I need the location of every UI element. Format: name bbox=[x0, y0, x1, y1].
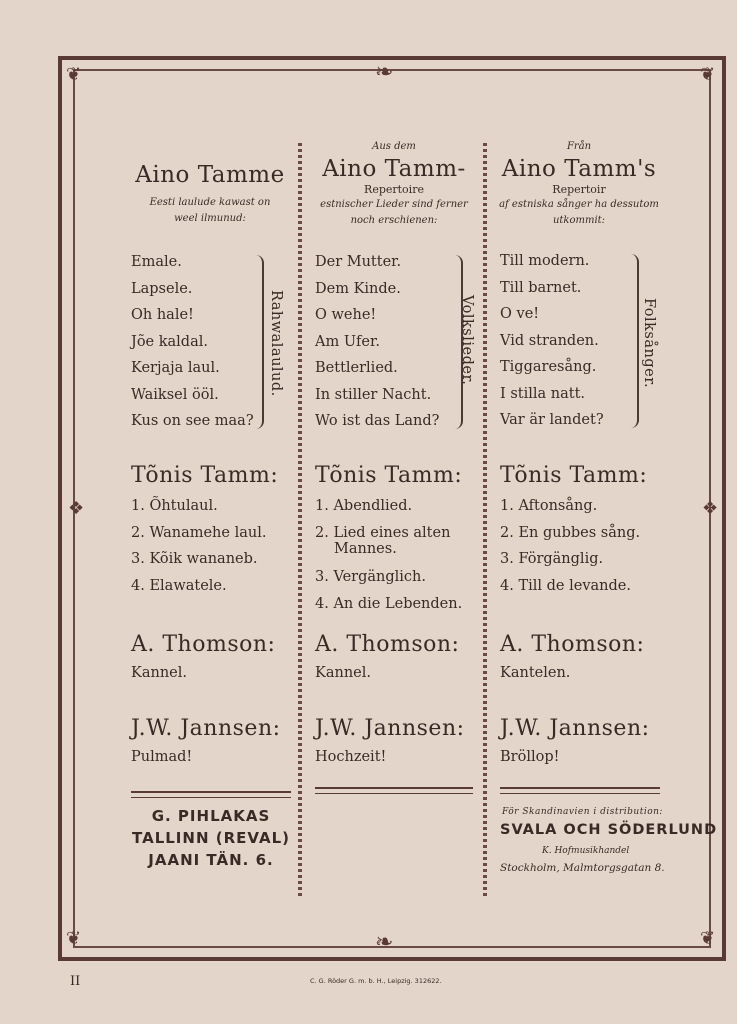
distribution-note: För Skandinavien i distribution: bbox=[502, 807, 663, 817]
heading-tonis-tamm: Tõnis Tamm: bbox=[131, 463, 279, 488]
group-label: Rahwalaulud. bbox=[268, 290, 284, 397]
song-item: Waiksel ööl. bbox=[131, 386, 219, 403]
intro-line: weel ilmunud: bbox=[174, 213, 246, 224]
pre-title bbox=[124, 140, 296, 153]
title-aino-tamms: Aino Tamm's bbox=[501, 156, 657, 182]
corner-ornament-icon: ❦ bbox=[700, 928, 716, 949]
song-item: O wehe! bbox=[315, 307, 377, 323]
song-item: Lapsele. bbox=[131, 280, 193, 297]
left-side-ornament-icon: ❖ bbox=[68, 498, 85, 519]
right-side-ornament-icon: ❖ bbox=[702, 498, 719, 519]
list-item: 4. Elawatele. bbox=[131, 577, 227, 594]
corner-ornament-icon: ❦ bbox=[66, 928, 82, 949]
song-item: Tiggaresång. bbox=[500, 359, 597, 375]
song-item: Var är landet? bbox=[500, 412, 604, 428]
column-estonian-header bbox=[124, 140, 296, 227]
corner-ornament-icon: ❦ bbox=[66, 64, 82, 85]
list-item: 2. Wanamehe laul. bbox=[131, 524, 267, 541]
song-list bbox=[315, 249, 439, 435]
heading-tonis-tamm: Tõnis Tamm: bbox=[315, 463, 463, 488]
song-item: Jõe kaldal. bbox=[131, 333, 208, 350]
song-item: Till barnet. bbox=[500, 279, 582, 296]
corner-ornament-icon: ❦ bbox=[700, 64, 716, 85]
song-item: Kerjaja laul. bbox=[131, 360, 220, 376]
brace bbox=[631, 254, 639, 428]
list-item-continuation: Mannes. bbox=[334, 541, 397, 557]
song-item: Oh hale! bbox=[131, 307, 194, 323]
repertoire-label: Repertoir bbox=[552, 183, 606, 196]
column-german-header bbox=[308, 140, 480, 229]
list-item: 2. En gubbes sång. bbox=[500, 524, 641, 541]
group-label: Folksånger. bbox=[641, 298, 657, 389]
heading-jw-jannsen: J.W. Jannsen: bbox=[500, 716, 650, 741]
list-item: 1. Õhtulaul. bbox=[131, 498, 218, 514]
repertoire-label: Repertoire bbox=[364, 183, 424, 196]
list-item: 4. An die Lebenden. bbox=[315, 595, 463, 612]
double-rule bbox=[315, 787, 473, 794]
publisher-name: G. PIHLAKAS bbox=[151, 807, 271, 825]
double-rule bbox=[500, 787, 660, 794]
tonis-list bbox=[500, 493, 640, 599]
title-aino-tamme: Aino Tamme bbox=[135, 162, 285, 188]
heading-a-thomson: A. Thomson: bbox=[500, 632, 645, 657]
intro-line: utkommit: bbox=[552, 215, 606, 226]
song-item: I stilla natt. bbox=[500, 385, 586, 402]
list-item: 1. Aftonsång. bbox=[500, 498, 598, 514]
column-separator bbox=[298, 143, 302, 898]
printer-imprint: C. G. Röder G. m. b. H., Leipzig. 312622. bbox=[310, 977, 442, 985]
group-label: Volkslieder. bbox=[459, 295, 475, 386]
song-item: Wo ist das Land? bbox=[315, 413, 440, 429]
column-swedish-header bbox=[493, 140, 665, 229]
heading-a-thomson: A. Thomson: bbox=[131, 632, 276, 657]
publisher-left bbox=[131, 805, 291, 871]
song-item: Am Ufer. bbox=[315, 333, 380, 350]
heading-a-thomson: A. Thomson: bbox=[315, 632, 460, 657]
heading-jw-jannsen: J.W. Jannsen: bbox=[315, 716, 465, 741]
page-number: II bbox=[70, 974, 81, 989]
list-item: 3. Vergänglich. bbox=[315, 569, 426, 585]
top-center-ornament-icon: ❧ bbox=[375, 60, 394, 85]
thomson-item: Kannel. bbox=[315, 665, 371, 681]
bottom-center-ornament-icon: ❧ bbox=[375, 930, 394, 955]
song-item: O ve! bbox=[500, 306, 540, 322]
list-item: 2. Lied eines alten bbox=[315, 524, 451, 541]
tonis-list bbox=[315, 493, 462, 617]
heading-tonis-tamm: Tõnis Tamm: bbox=[500, 463, 648, 488]
intro-line: noch erschienen: bbox=[350, 215, 438, 226]
double-rule bbox=[131, 791, 291, 798]
intro-line: estnischer Lieder sind ferner bbox=[320, 199, 468, 210]
jannsen-item: Bröllop! bbox=[500, 749, 560, 765]
list-item: 3. Förgänglig. bbox=[500, 551, 604, 567]
brace bbox=[256, 255, 264, 429]
distributor-address: Stockholm, Malmtorgsgatan 8. bbox=[500, 862, 665, 874]
publisher-address: JAANI TÄN. 6. bbox=[148, 851, 274, 869]
song-item: Dem Kinde. bbox=[315, 280, 401, 297]
thomson-item: Kannel. bbox=[131, 665, 187, 681]
song-list bbox=[500, 248, 604, 434]
list-item: 1. Abendlied. bbox=[315, 498, 413, 514]
tonis-list bbox=[131, 493, 266, 599]
list-item: 3. Kõik wananeb. bbox=[131, 551, 258, 567]
song-item: In stiller Nacht. bbox=[315, 386, 432, 403]
jannsen-item: Pulmad! bbox=[131, 749, 193, 765]
song-item: Bettlerlied. bbox=[315, 360, 398, 376]
publisher-city: TALLINN (REVAL) bbox=[132, 829, 290, 847]
distributor-name: SVALA OCH SÖDERLUND bbox=[500, 822, 718, 838]
song-item: Der Mutter. bbox=[315, 254, 402, 270]
heading-jw-jannsen: J.W. Jannsen: bbox=[131, 716, 281, 741]
pre-title: Från bbox=[566, 141, 592, 152]
song-item: Kus on see maa? bbox=[131, 413, 254, 429]
column-separator bbox=[483, 143, 487, 898]
thomson-item: Kantelen. bbox=[500, 665, 571, 681]
list-item: 4. Till de levande. bbox=[500, 577, 631, 594]
intro-line: af estniska sånger ha dessutom bbox=[499, 199, 659, 210]
song-list bbox=[131, 249, 254, 435]
jannsen-item: Hochzeit! bbox=[315, 749, 387, 765]
song-item: Emale. bbox=[131, 254, 182, 270]
distributor-subtitle: K. Hofmusikhandel bbox=[542, 846, 630, 856]
song-item: Till modern. bbox=[500, 253, 590, 269]
title-aino-tamm: Aino Tamm- bbox=[322, 156, 466, 182]
pre-title: Aus dem bbox=[372, 141, 416, 152]
song-item: Vid stranden. bbox=[500, 332, 599, 349]
intro-line: Eesti laulude kawast on bbox=[149, 197, 271, 208]
